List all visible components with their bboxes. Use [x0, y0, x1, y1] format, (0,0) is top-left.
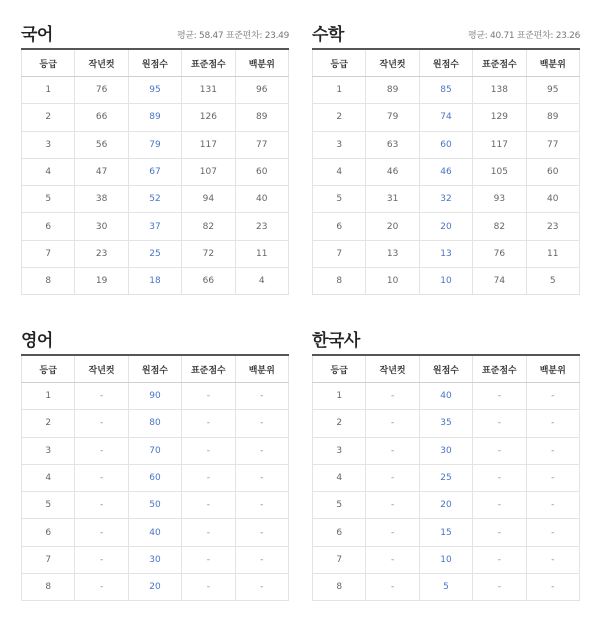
table-row — [313, 519, 580, 546]
standard-score-header: 표준점수 — [182, 355, 235, 383]
last-year-cut-cell: 47 — [75, 158, 128, 185]
grade-cell: 1 — [22, 77, 75, 104]
last-year-cut-cell: 31 — [366, 186, 419, 213]
table-row — [22, 519, 289, 546]
grade-cell: 1 — [22, 383, 75, 410]
last-year-cut-cell: 56 — [75, 131, 128, 158]
table-row — [313, 546, 580, 573]
raw-score-cell: 20 — [128, 574, 181, 601]
last-year-cut-cell: 89 — [366, 77, 419, 104]
grade-cell: 3 — [313, 131, 366, 158]
standard-score-header: 표준점수 — [473, 49, 526, 77]
grade-cell: 6 — [22, 213, 75, 240]
raw-score-cell: 30 — [128, 546, 181, 573]
percentile-cell: 23 — [526, 213, 579, 240]
last-year-cut-cell: - — [366, 410, 419, 437]
section-title: 국어 — [21, 25, 53, 45]
standard-score-cell: - — [473, 546, 526, 573]
table-row — [22, 186, 289, 213]
standard-score-cell: - — [182, 410, 235, 437]
grade-cell: 6 — [313, 213, 366, 240]
table-row — [313, 104, 580, 131]
percentile-cell: 4 — [235, 268, 288, 295]
standard-score-cell: 76 — [473, 240, 526, 267]
percentile-cell: 95 — [526, 77, 579, 104]
korean-history-section — [312, 326, 580, 601]
grade-cell: 5 — [22, 186, 75, 213]
section-header — [21, 326, 289, 354]
last-year-cut-cell: - — [75, 519, 128, 546]
table-row — [313, 464, 580, 491]
standard-score-cell: 93 — [473, 186, 526, 213]
last-year-cut-cell: - — [366, 383, 419, 410]
last-year-cut-cell: 13 — [366, 240, 419, 267]
percentile-cell: - — [235, 410, 288, 437]
percentile-cell: 60 — [526, 158, 579, 185]
standard-score-cell: 138 — [473, 77, 526, 104]
table-row — [313, 158, 580, 185]
table-row — [313, 492, 580, 519]
raw-score-header: 원점수 — [419, 355, 472, 383]
raw-score-cell: 20 — [419, 492, 472, 519]
last-year-cut-header: 작년컷 — [75, 49, 128, 77]
table-row — [313, 437, 580, 464]
section-title: 한국사 — [312, 331, 360, 351]
grade-cell: 4 — [313, 158, 366, 185]
percentile-cell: 60 — [235, 158, 288, 185]
standard-score-cell: 131 — [182, 77, 235, 104]
standard-score-cell: - — [473, 492, 526, 519]
last-year-cut-cell: - — [75, 410, 128, 437]
raw-score-cell: 95 — [128, 77, 181, 104]
last-year-cut-cell: - — [366, 574, 419, 601]
grade-table — [312, 354, 580, 601]
standard-score-cell: - — [182, 464, 235, 491]
percentile-cell: - — [235, 464, 288, 491]
section-stats: 평균: 40.71 표준편차: 23.26 — [467, 31, 580, 41]
standard-score-cell: - — [473, 410, 526, 437]
standard-score-cell: - — [182, 519, 235, 546]
table-row — [22, 268, 289, 295]
last-year-cut-cell: - — [75, 492, 128, 519]
table-row — [313, 131, 580, 158]
standard-score-cell: 126 — [182, 104, 235, 131]
raw-score-cell: 13 — [419, 240, 472, 267]
last-year-cut-cell: 30 — [75, 213, 128, 240]
last-year-cut-cell: - — [75, 574, 128, 601]
grade-table — [21, 48, 289, 295]
grade-cell: 4 — [22, 158, 75, 185]
table-row — [22, 158, 289, 185]
raw-score-cell: 32 — [419, 186, 472, 213]
table-row — [22, 383, 289, 410]
standard-score-cell: 94 — [182, 186, 235, 213]
grade-cell: 5 — [313, 492, 366, 519]
section-header — [312, 326, 580, 354]
last-year-cut-cell: 23 — [75, 240, 128, 267]
last-year-cut-cell: 76 — [75, 77, 128, 104]
standard-score-cell: - — [473, 519, 526, 546]
raw-score-cell: 10 — [419, 546, 472, 573]
standard-score-cell: - — [473, 383, 526, 410]
raw-score-cell: 40 — [128, 519, 181, 546]
percentile-cell: 89 — [526, 104, 579, 131]
raw-score-cell: 15 — [419, 519, 472, 546]
raw-score-cell: 20 — [419, 213, 472, 240]
percentile-cell: 11 — [235, 240, 288, 267]
section-title: 영어 — [21, 331, 53, 351]
last-year-cut-cell: 38 — [75, 186, 128, 213]
raw-score-cell: 30 — [419, 437, 472, 464]
percentile-header: 백분위 — [235, 49, 288, 77]
standard-score-cell: 117 — [182, 131, 235, 158]
raw-score-header: 원점수 — [128, 49, 181, 77]
percentile-cell: - — [526, 519, 579, 546]
grade-cell: 4 — [313, 464, 366, 491]
raw-score-cell: 79 — [128, 131, 181, 158]
table-row — [22, 77, 289, 104]
table-row — [22, 464, 289, 491]
grade-table — [21, 354, 289, 601]
standard-score-cell: 66 — [182, 268, 235, 295]
table-row — [22, 437, 289, 464]
percentile-cell: - — [235, 519, 288, 546]
grade-header: 등급 — [313, 49, 366, 77]
percentile-cell: 77 — [526, 131, 579, 158]
section-header — [21, 20, 289, 48]
percentile-cell: 11 — [526, 240, 579, 267]
last-year-cut-cell: 20 — [366, 213, 419, 240]
standard-score-cell: 105 — [473, 158, 526, 185]
table-row — [22, 131, 289, 158]
standard-score-cell: 82 — [182, 213, 235, 240]
grade-cell: 2 — [22, 410, 75, 437]
table-row — [313, 213, 580, 240]
last-year-cut-header: 작년컷 — [366, 355, 419, 383]
standard-score-cell: 82 — [473, 213, 526, 240]
section-header — [312, 20, 580, 48]
korean-section — [21, 20, 289, 295]
percentile-cell: - — [526, 574, 579, 601]
percentile-cell: - — [235, 492, 288, 519]
table-row — [22, 410, 289, 437]
table-row — [22, 213, 289, 240]
last-year-cut-cell: - — [366, 546, 419, 573]
percentile-cell: - — [526, 546, 579, 573]
percentile-cell: - — [526, 410, 579, 437]
grade-header: 등급 — [22, 49, 75, 77]
grade-cell: 7 — [313, 546, 366, 573]
grade-cell: 1 — [313, 77, 366, 104]
raw-score-cell: 37 — [128, 213, 181, 240]
standard-score-cell: 74 — [473, 268, 526, 295]
percentile-cell: 40 — [526, 186, 579, 213]
percentile-cell: 77 — [235, 131, 288, 158]
raw-score-cell: 80 — [128, 410, 181, 437]
standard-score-cell: 129 — [473, 104, 526, 131]
standard-score-cell: 107 — [182, 158, 235, 185]
standard-score-cell: 72 — [182, 240, 235, 267]
table-row — [313, 240, 580, 267]
last-year-cut-cell: - — [366, 519, 419, 546]
last-year-cut-header: 작년컷 — [75, 355, 128, 383]
percentile-cell: 5 — [526, 268, 579, 295]
table-row — [22, 574, 289, 601]
grade-cell: 8 — [22, 574, 75, 601]
grade-cell: 8 — [22, 268, 75, 295]
standard-score-cell: - — [182, 383, 235, 410]
raw-score-cell: 52 — [128, 186, 181, 213]
grade-cell: 7 — [22, 546, 75, 573]
table-row — [22, 546, 289, 573]
math-section — [312, 20, 580, 295]
last-year-cut-cell: - — [75, 383, 128, 410]
percentile-cell: - — [526, 437, 579, 464]
percentile-cell: 40 — [235, 186, 288, 213]
standard-score-cell: - — [182, 546, 235, 573]
percentile-header: 백분위 — [235, 355, 288, 383]
table-row — [313, 574, 580, 601]
raw-score-cell: 85 — [419, 77, 472, 104]
percentile-header: 백분위 — [526, 355, 579, 383]
last-year-cut-cell: - — [75, 437, 128, 464]
grade-table — [312, 48, 580, 295]
percentile-cell: - — [526, 492, 579, 519]
standard-score-header: 표준점수 — [182, 49, 235, 77]
raw-score-cell: 25 — [419, 464, 472, 491]
raw-score-cell: 40 — [419, 383, 472, 410]
grade-cell: 7 — [313, 240, 366, 267]
last-year-cut-cell: 63 — [366, 131, 419, 158]
last-year-cut-cell: 66 — [75, 104, 128, 131]
percentile-cell: 23 — [235, 213, 288, 240]
grade-cell: 5 — [22, 492, 75, 519]
grade-cell: 5 — [313, 186, 366, 213]
grade-cell: 6 — [313, 519, 366, 546]
last-year-cut-cell: 79 — [366, 104, 419, 131]
grade-header: 등급 — [313, 355, 366, 383]
grade-cell: 8 — [313, 268, 366, 295]
section-stats: 평균: 58.47 표준편차: 23.49 — [176, 31, 289, 41]
standard-score-cell: - — [473, 437, 526, 464]
grade-cell: 1 — [313, 383, 366, 410]
raw-score-cell: 50 — [128, 492, 181, 519]
last-year-cut-header: 작년컷 — [366, 49, 419, 77]
grade-cell: 2 — [313, 104, 366, 131]
raw-score-cell: 67 — [128, 158, 181, 185]
raw-score-cell: 60 — [128, 464, 181, 491]
raw-score-cell: 60 — [419, 131, 472, 158]
standard-score-cell: - — [473, 464, 526, 491]
standard-score-header: 표준점수 — [473, 355, 526, 383]
raw-score-cell: 74 — [419, 104, 472, 131]
percentile-cell: - — [526, 383, 579, 410]
table-row — [313, 410, 580, 437]
grade-cell: 2 — [22, 104, 75, 131]
table-row — [22, 492, 289, 519]
percentile-cell: - — [235, 437, 288, 464]
section-title: 수학 — [312, 25, 344, 45]
grade-cell: 3 — [22, 131, 75, 158]
raw-score-cell: 70 — [128, 437, 181, 464]
raw-score-cell: 46 — [419, 158, 472, 185]
grade-cell: 7 — [22, 240, 75, 267]
standard-score-cell: - — [473, 574, 526, 601]
grade-cell: 2 — [313, 410, 366, 437]
standard-score-cell: - — [182, 574, 235, 601]
last-year-cut-cell: - — [75, 464, 128, 491]
standard-score-cell: - — [182, 437, 235, 464]
grade-cell: 4 — [22, 464, 75, 491]
grade-cell: 3 — [313, 437, 366, 464]
table-row — [313, 268, 580, 295]
grade-cell: 6 — [22, 519, 75, 546]
last-year-cut-cell: - — [75, 546, 128, 573]
percentile-cell: - — [235, 574, 288, 601]
table-row — [313, 186, 580, 213]
english-section — [21, 326, 289, 601]
last-year-cut-cell: 19 — [75, 268, 128, 295]
percentile-cell: - — [526, 464, 579, 491]
raw-score-cell: 18 — [128, 268, 181, 295]
raw-score-header: 원점수 — [128, 355, 181, 383]
raw-score-header: 원점수 — [419, 49, 472, 77]
percentile-cell: - — [235, 546, 288, 573]
percentile-cell: - — [235, 383, 288, 410]
table-row — [313, 77, 580, 104]
percentile-cell: 89 — [235, 104, 288, 131]
raw-score-cell: 89 — [128, 104, 181, 131]
raw-score-cell: 10 — [419, 268, 472, 295]
raw-score-cell: 5 — [419, 574, 472, 601]
table-row — [22, 104, 289, 131]
raw-score-cell: 35 — [419, 410, 472, 437]
last-year-cut-cell: - — [366, 492, 419, 519]
raw-score-cell: 90 — [128, 383, 181, 410]
percentile-cell: 96 — [235, 77, 288, 104]
table-row — [22, 240, 289, 267]
last-year-cut-cell: - — [366, 464, 419, 491]
last-year-cut-cell: - — [366, 437, 419, 464]
standard-score-cell: - — [182, 492, 235, 519]
grade-cell: 8 — [313, 574, 366, 601]
last-year-cut-cell: 46 — [366, 158, 419, 185]
last-year-cut-cell: 10 — [366, 268, 419, 295]
grade-header: 등급 — [22, 355, 75, 383]
raw-score-cell: 25 — [128, 240, 181, 267]
grade-cell: 3 — [22, 437, 75, 464]
standard-score-cell: 117 — [473, 131, 526, 158]
percentile-header: 백분위 — [526, 49, 579, 77]
table-row — [313, 383, 580, 410]
